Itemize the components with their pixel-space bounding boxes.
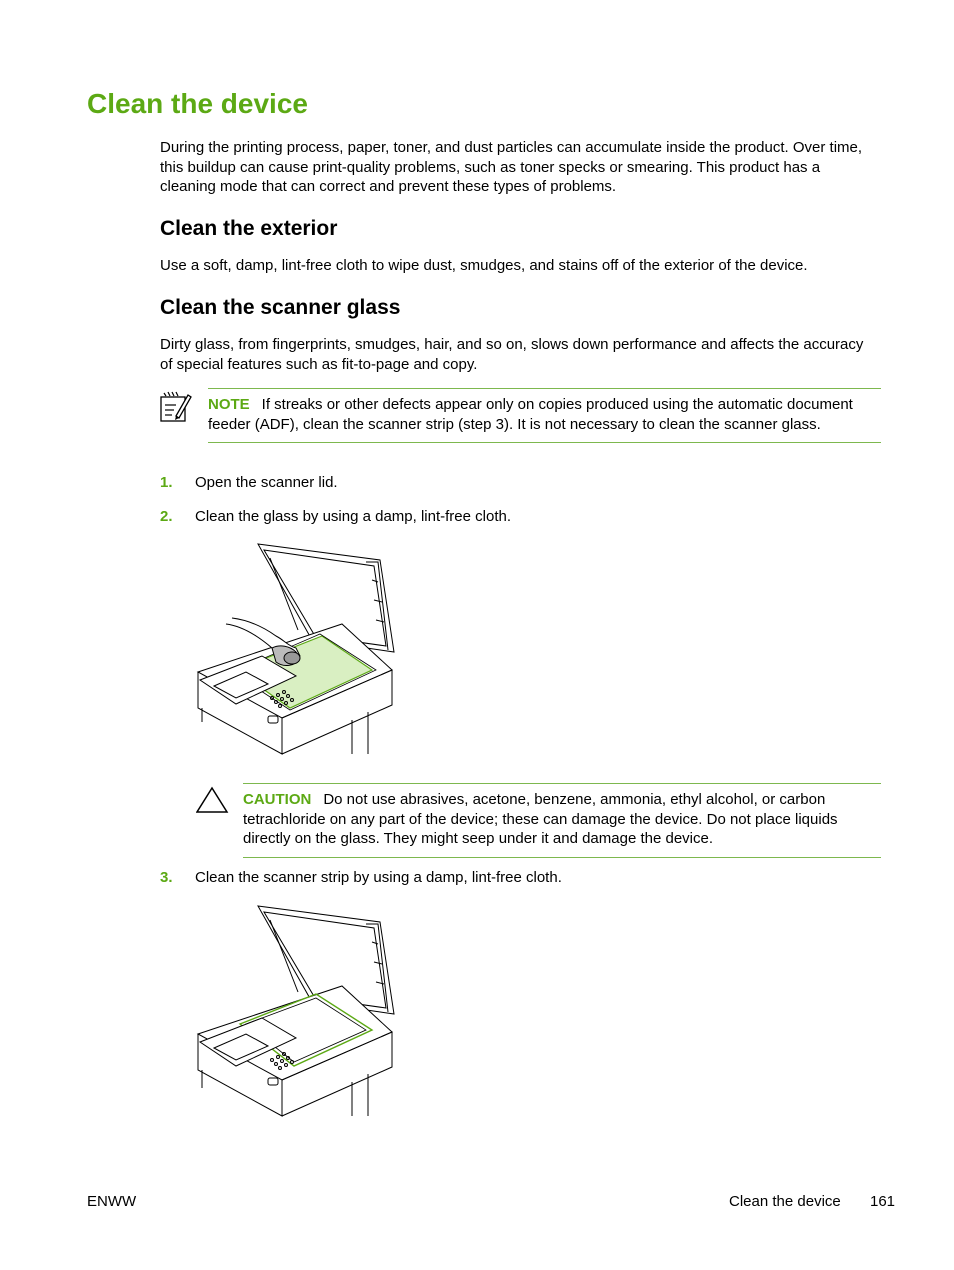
footer-left: ENWW: [87, 1193, 137, 1210]
note-icon: [158, 390, 194, 426]
step-text: Clean the glass by using a damp, lint-free cloth.: [195, 508, 512, 525]
caution-text: Do not use abrasives, acetone, benzene, ammonia, ethyl alcohol, or carbon tetrachloride on any part of the device; these can damage the device. Do not place liquids directly on the glass. They might seep under it and damage the device.: [243, 791, 838, 847]
note-text: If streaks or other defects appear only on copies produced using the automatic document feeder (ADF), clean the scanner strip (step 3). It is not necessary to clean the scanner glass.: [208, 396, 853, 433]
note-callout: [208, 388, 881, 443]
caution-label: CAUTION: [243, 791, 312, 808]
footer-section: Clean the device: [729, 1193, 841, 1210]
step-number: 2.: [160, 508, 173, 525]
scanner-glass-cleaning-illustration: [192, 540, 402, 762]
caution-icon: [196, 785, 230, 815]
caution-callout: [243, 783, 881, 858]
step-text: Open the scanner lid.: [195, 474, 338, 491]
scanner-glass-paragraph: Dirty glass, from fingerprints, smudges, hair, and so on, slows down performance and affects the accuracy of special features such as fit-to-page and copy.: [160, 336, 864, 373]
scanner-glass-heading: Clean the scanner glass: [160, 296, 401, 319]
note-label: NOTE: [208, 396, 250, 413]
page-title: Clean the device: [87, 88, 308, 119]
exterior-heading: Clean the exterior: [160, 217, 338, 240]
exterior-paragraph: Use a soft, damp, lint-free cloth to wipe dust, smudges, and stains off of the exterior of the device.: [160, 257, 808, 274]
step-number: 3.: [160, 869, 173, 886]
step-number: 1.: [160, 474, 173, 491]
scanner-strip-illustration: [192, 902, 402, 1124]
page-number: 161: [870, 1193, 896, 1210]
step-text: Clean the scanner strip by using a damp, lint-free cloth.: [195, 869, 562, 886]
intro-paragraph: During the printing process, paper, toner, and dust particles can accumulate inside the product. Over time, this buildup can cause print-quality problems, such as toner specks or smearing. This product has a cleaning mode that can correct and prevent these types of problems.: [160, 139, 863, 195]
